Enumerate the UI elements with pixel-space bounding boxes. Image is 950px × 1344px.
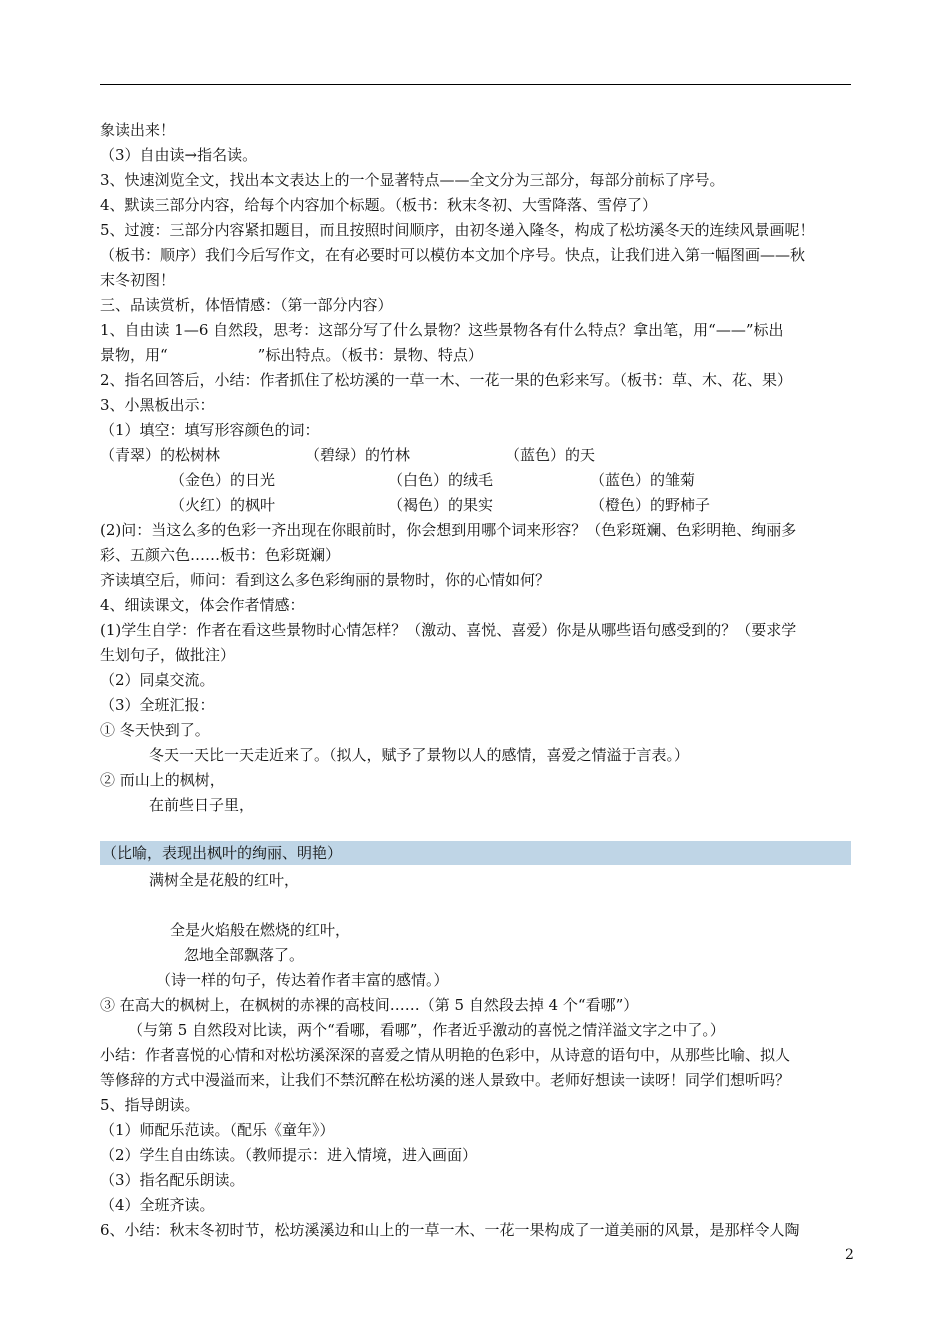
text-line: 2、指名回答后，小结：作者抓住了松坊溪的一草一木、一花一果的色彩来写。（板书：草、木、花、果） (100, 371, 793, 389)
text-line: 齐读填空后，师问：看到这么多色彩绚丽的景物时，你的心情如何？ (100, 571, 551, 589)
color-word-item: （蓝色）的天 (505, 446, 596, 464)
section-heading: 三、品读赏析，体悟情感：（第一部分内容） (100, 296, 393, 314)
text-line: 5、过渡：三部分内容紧扣题目，而且按照时间顺序，由初冬递入隆冬，构成了松坊溪冬天的连续风景画呢！ (100, 221, 815, 239)
color-word-item: （橙色）的野柿子 (590, 496, 711, 514)
text-line: 6、小结：秋末冬初时节，松坊溪溪边和山上的一草一木、一花一果构成了一道美丽的风景，是那样令人陶 (100, 1221, 800, 1239)
text-line: ① 冬天快到了。 (100, 721, 210, 739)
text-line: ② 而山上的枫树， (100, 771, 225, 789)
quote-line: 在前些日子里， (149, 796, 255, 814)
text-line: 3、快速浏览全文，找出本文表达上的一个显著特点——全文分为三部分，每部分前标了序号。 (100, 171, 725, 189)
text-line: 小结：作者喜悦的心情和对松坊溪深深的喜爱之情从明艳的色彩中，从诗意的语句中，从那些比喻、拟人 (100, 1046, 791, 1064)
text-line: （2）学生自由练读。（教师提示：进入情境，进入画面） (100, 1146, 478, 1164)
highlight-annotation-text: （比喻，表现出枫叶的绚丽、明艳） (102, 844, 343, 862)
color-word-item: （白色）的绒毛 (388, 471, 494, 489)
text-line: （1）师配乐范读。（配乐《童年》） (100, 1121, 335, 1139)
highlight-annotation-bar (100, 841, 851, 865)
text-line: 生划句子，做批注） (100, 646, 236, 664)
text-line: 景物，用“ ”标出特点。（板书：景物、特点） (100, 346, 483, 364)
page-number: 2 (845, 1247, 854, 1263)
annotation-line: （与第 5 自然段对比读，两个“看哪，看哪”，作者近乎激动的喜悦之情洋溢文字之中了。） (128, 1021, 725, 1039)
color-word-item: （青翠）的松树林 (100, 446, 221, 464)
text-line: 1、自由读 1—6 自然段，思考：这部分写了什么景物？这些景物各有什么特点？拿出笔，用“——”标出 (100, 321, 784, 339)
color-word-item: （碧绿）的竹林 (305, 446, 411, 464)
color-word-item: （火红）的枫叶 (170, 496, 276, 514)
text-line: （3）全班汇报： (100, 696, 215, 714)
text-line: （1）填空：填写形容颜色的词： (100, 421, 320, 439)
text-line: 5、指导朗读。 (100, 1096, 200, 1114)
text-line: 3、小黑板出示： (100, 396, 215, 414)
text-line: 4、默读三部分内容，给每个内容加个标题。（板书：秋末冬初、大雪降落、雪停了） (100, 196, 658, 214)
text-line: (1)学生自学：作者在看这些景物时心情怎样？（激动、喜悦、喜爱）你是从哪些语句感受到的？（要求学 (100, 621, 797, 639)
text-line: 彩、五颜六色……板书：色彩斑斓） (100, 546, 341, 564)
color-word-item: （褐色）的果实 (388, 496, 494, 514)
text-line: （3）自由读→指名读。 (100, 146, 258, 164)
text-line: （3）指名配乐朗读。 (100, 1171, 245, 1189)
color-word-item: （蓝色）的雏菊 (590, 471, 696, 489)
quote-line: 忽地全部飘落了。 (184, 946, 305, 964)
text-line: （板书：顺序）我们今后写作文，在有必要时可以模仿本文加个序号。快点，让我们进入第一幅图画——秋 (100, 246, 806, 264)
quote-line: 全是火焰般在燃烧的红叶， (170, 921, 351, 939)
text-line: 4、细读课文，体会作者情感： (100, 596, 305, 614)
text-line: (2)问：当这么多的色彩一齐出现在你眼前时，你会想到用哪个词来形容？（色彩斑斓、色彩明艳、绚丽多 (100, 521, 797, 539)
text-line: （4）全班齐读。 (100, 1196, 215, 1214)
header-rule (100, 84, 851, 85)
quote-line: 冬天一天比一天走近来了。（拟人，赋予了景物以人的感情，喜爱之情溢于言表。） (149, 746, 690, 764)
text-line: 象读出来！ (100, 121, 176, 139)
color-word-item: （金色）的日光 (170, 471, 276, 489)
text-line: 末冬初图！ (100, 271, 176, 289)
text-line: （2）同桌交流。 (100, 671, 215, 689)
quote-line: 满树全是花般的红叶， (149, 871, 300, 889)
annotation-line: （诗一样的句子，传达着作者丰富的感情。） (156, 971, 449, 989)
text-line: 等修辞的方式中漫溢而来，让我们不禁沉醉在松坊溪的迷人景致中。老师好想读一读呀！同学们想听吗？ (100, 1071, 791, 1089)
text-line: ③ 在高大的枫树上，在枫树的赤裸的高枝间……（第 5 自然段去掉 4 个“看哪”） (100, 996, 639, 1014)
